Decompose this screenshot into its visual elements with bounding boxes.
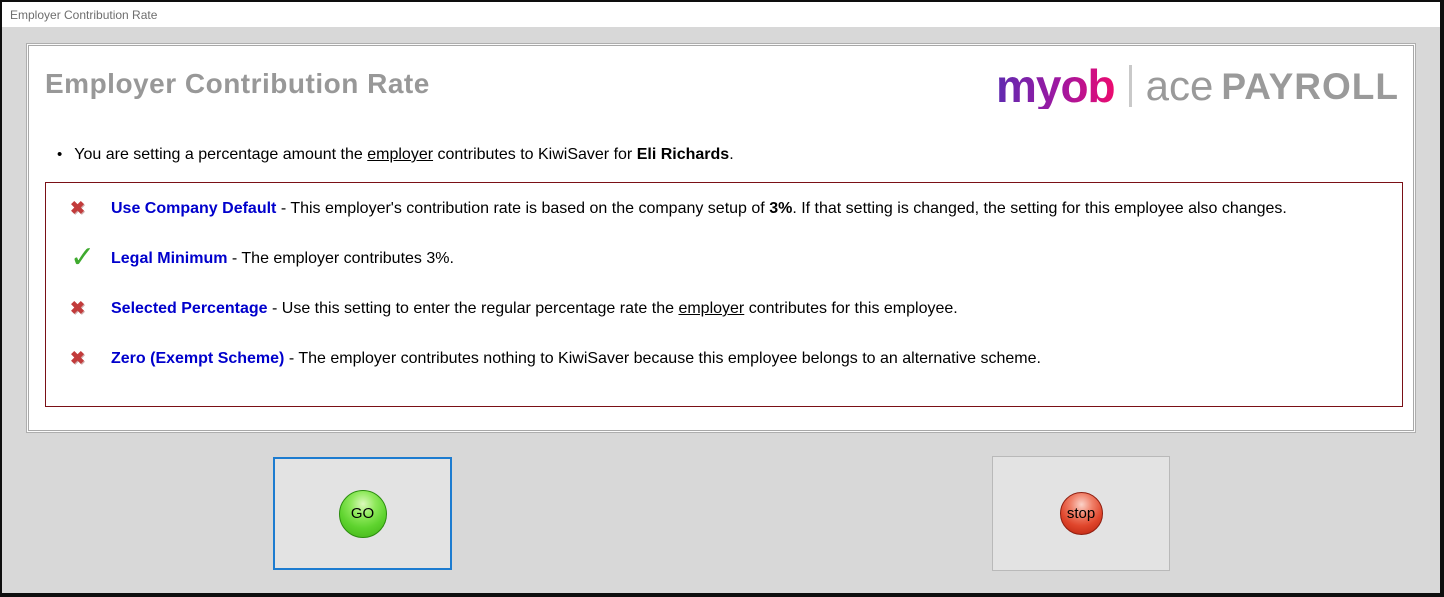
option-description: The employer contributes 3%.: [241, 250, 454, 267]
option-row-selected-percentage: [46, 298, 1402, 319]
option-row-use-company-default: [46, 198, 1402, 219]
option-text: [111, 298, 1402, 319]
go-button-label: GO: [350, 505, 375, 522]
main-panel: [28, 45, 1414, 431]
company-rate-value: 3%: [769, 200, 793, 217]
legal-minimum-link[interactable]: Legal Minimum: [111, 250, 228, 267]
go-button-panel[interactable]: [273, 457, 452, 570]
intro-line: [49, 146, 1383, 164]
dash-separator: -: [271, 300, 278, 317]
intro-text-pre: You are setting a percentage amount the: [74, 146, 363, 163]
intro-text-post: .: [729, 146, 734, 163]
employer-link[interactable]: employer: [367, 146, 434, 163]
intro-text: [74, 146, 733, 164]
bullet-icon: •: [57, 146, 63, 163]
window-title: Employer Contribution Rate: [10, 7, 158, 22]
employer-link[interactable]: employer: [678, 300, 745, 317]
stop-button[interactable]: [1060, 492, 1103, 535]
stop-button-label: stop: [1066, 505, 1096, 522]
use-company-default-link[interactable]: Use Company Default: [111, 200, 277, 217]
option-text: [111, 248, 1402, 269]
logo-divider: [1129, 65, 1132, 107]
page-title: Employer Contribution Rate: [45, 68, 430, 99]
option-row-legal-minimum: [46, 241, 1402, 274]
go-button[interactable]: [339, 490, 387, 538]
stop-button-panel[interactable]: [992, 456, 1170, 571]
selected-percentage-link[interactable]: Selected Percentage: [111, 300, 268, 317]
dash-separator: -: [231, 250, 238, 267]
option-description-cont: . If that setting is changed, the setting for this employee also changes.: [792, 200, 1287, 217]
window-titlebar: [2, 2, 1440, 27]
myob-logo-wordmark: myob: [995, 60, 1115, 112]
option-description: This employer's contribution rate is based on the company setup of: [290, 200, 765, 217]
option-row-zero-exempt-scheme: [46, 348, 1402, 369]
option-description: Use this setting to enter the regular percentage rate the: [281, 300, 674, 317]
check-icon: ✓: [70, 241, 96, 274]
option-description-cont: contributes for this employee.: [748, 300, 958, 317]
ace-logo-text: ace: [1145, 62, 1214, 109]
intro-text-mid: contributes to KiwiSaver for: [437, 146, 633, 163]
payroll-logo-text: PAYROLL: [1221, 65, 1399, 107]
cross-icon: ✖: [70, 198, 86, 218]
dash-separator: -: [280, 200, 287, 217]
cross-icon: ✖: [70, 348, 86, 368]
option-text: [111, 348, 1402, 369]
option-text: [111, 198, 1402, 219]
cross-icon: ✖: [70, 298, 86, 318]
dash-separator: -: [288, 350, 295, 367]
myob-ace-payroll-logo: [996, 60, 1399, 112]
option-description: The employer contributes nothing to KiwiSaver because this employee belongs to an alternative scheme.: [298, 350, 1041, 367]
employee-name: Eli Richards: [636, 146, 730, 163]
zero-exempt-scheme-link[interactable]: Zero (Exempt Scheme): [111, 350, 285, 367]
contribution-options-box: [45, 182, 1403, 407]
